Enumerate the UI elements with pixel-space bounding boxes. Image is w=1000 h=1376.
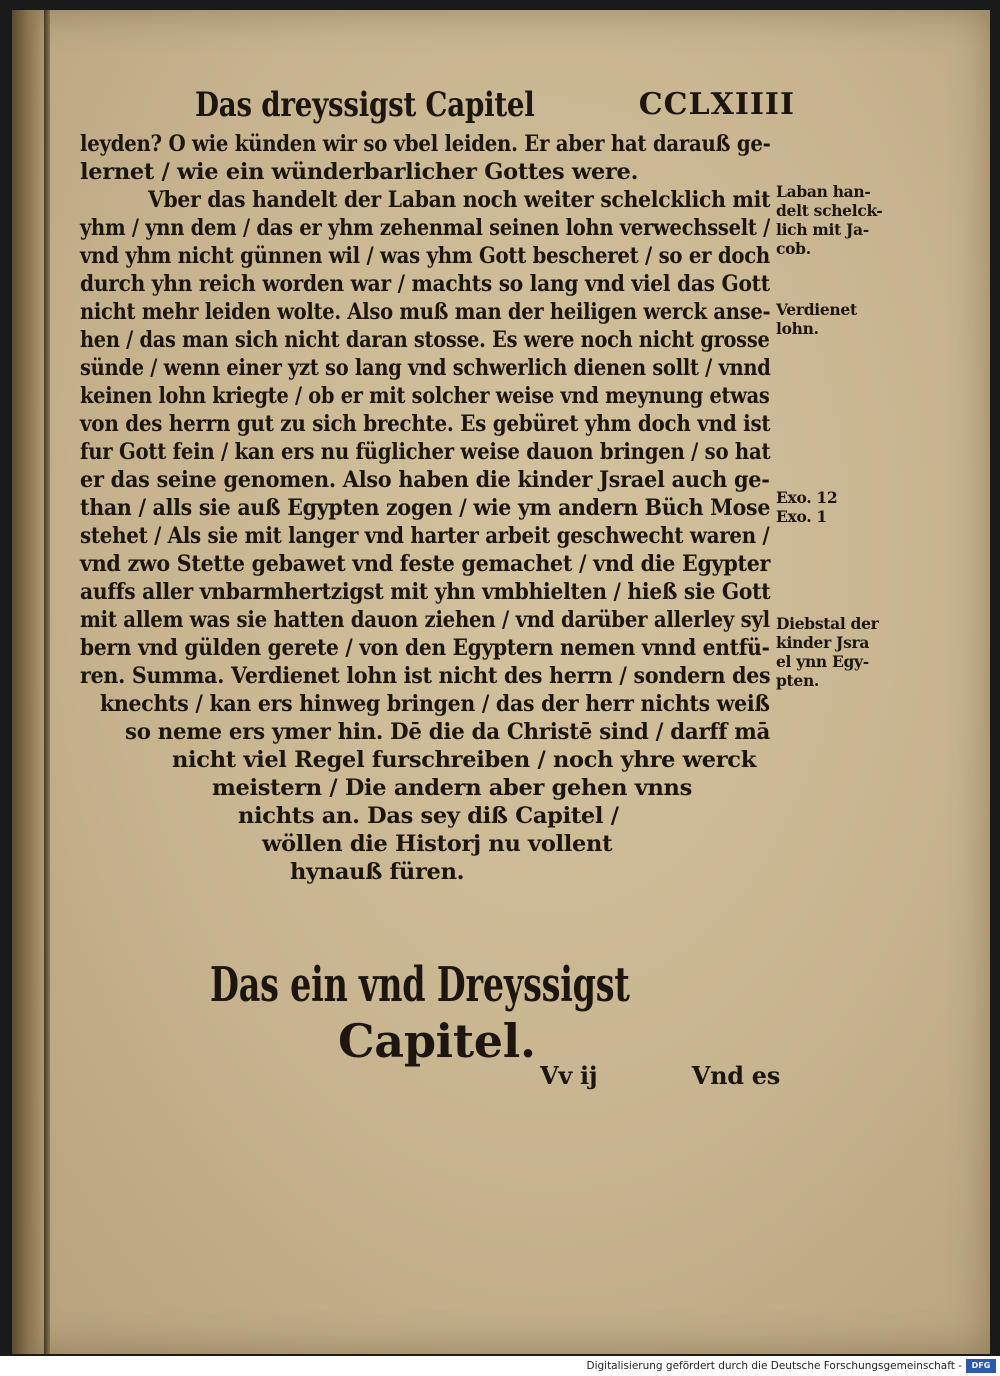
margin-note-line: Diebstal der: [776, 614, 879, 633]
text-line: wöllen die Historj nu vollent: [262, 831, 613, 857]
text-line: nicht viel Regel furschreiben / noch yhre werck: [172, 747, 756, 773]
dfg-logo: DFG: [966, 1359, 996, 1373]
margin-note-line: kinder Jsra: [776, 633, 870, 652]
chapter-heading-line: Das ein vnd Dreyssigst: [210, 957, 630, 1013]
funding-credit: Digitalisierung gefördert durch die Deutsche Forschungsgemeinschaft -: [586, 1360, 962, 1372]
text-line: stehet / Als sie mit langer vnd harter arbeit geschwecht waren /: [80, 523, 770, 549]
text-line: durch yhn reich worden war / machts so lang vnd viel das Gott: [80, 271, 770, 297]
text-line: meistern / Die andern aber gehen vnns: [212, 775, 692, 801]
text-line: ren. Summa. Verdienet lohn ist nicht des herrn / sondern des: [80, 663, 771, 689]
margin-note-line: cob.: [776, 239, 811, 258]
text-line: sünde / wenn einer yzt so lang vnd schwerlich dienen sollt / vnnd: [80, 355, 771, 381]
margin-note-exodus: [776, 488, 837, 526]
margin-note-diebstal: [776, 614, 879, 690]
text-line: than / alls sie auß Egypten zogen / wie ym andern Büch Mose: [80, 495, 771, 521]
text-line: leyden? O wie künden wir so vbel leiden. Er aber hat darauß ge-: [80, 131, 771, 157]
signature-line: [540, 1058, 780, 1094]
text-line: keinen lohn kriegte / ob er mit solcher weise vnd meynung etwas: [80, 383, 770, 409]
margin-note-line: delt schelck-: [776, 201, 883, 220]
margin-note-laban: [776, 182, 882, 258]
running-title: Das dreyssigst Capitel: [195, 85, 535, 125]
text-line: auffs aller vnbarmhertzigst mit yhn vmbhielten / hieß sie Gott: [80, 579, 771, 605]
margin-note-line: lich mit Ja-: [776, 220, 869, 239]
text-line: nichts an. Das sey diß Capitel /: [238, 803, 619, 829]
text-line: er das seine genomen. Also haben die kinder Jsrael auch ge-: [80, 467, 770, 493]
text-line: mit allem was sie hatten dauon ziehen / vnd darüber allerley syl: [80, 607, 770, 633]
catchword: Vnd es: [691, 1061, 780, 1090]
folio-number: CCLXIIII: [638, 87, 795, 122]
text-line: bern vnd gülden gerete / von den Egyptern nemen vnnd entfü-: [80, 635, 770, 661]
text-line: hynauß füren.: [290, 859, 465, 885]
margin-note-line: Verdienet: [776, 300, 857, 319]
footer-bar: [0, 1356, 1000, 1376]
margin-note-line: el ynn Egy-: [776, 652, 869, 671]
margin-note-line: Exo. 12: [776, 488, 838, 507]
text-line: vnd yhm nicht günnen wil / was yhm Gott bescheret / so er doch: [80, 243, 770, 269]
margin-note-line: Laban han-: [776, 182, 871, 201]
signature-mark: Vv ij: [540, 1061, 598, 1090]
text-line: nicht mehr leiden wolte. Also muß man der heiligen werck anse-: [80, 299, 771, 325]
text-line: so neme ers ymer hin. Dē die da Christē sind / darff mā: [125, 719, 771, 745]
text-line: Vber das handelt der Laban noch weiter schelcklich mit: [148, 187, 771, 213]
text-line: yhm / ynn dem / das er yhm zehenmal seinen lohn verwechsselt /: [80, 215, 771, 241]
margin-note-line: Exo. 1: [776, 507, 827, 526]
spine-edge: [44, 10, 50, 1354]
text-line: hen / das man sich nicht daran stosse. Es were noch nicht grosse: [80, 327, 770, 353]
text-line: fur Gott fein / kan ers nu füglicher weise dauon bringen / so hat: [80, 439, 771, 465]
text-line: knechts / kan ers hinweg bringen / das der herr nichts weiß: [100, 691, 770, 717]
text-line: lernet / wie ein wünderbarlicher Gottes were.: [80, 159, 639, 185]
margin-note-verdienet: [776, 300, 857, 338]
margin-note-line: lohn.: [776, 319, 819, 338]
text-line: von des herrn gut zu sich brechte. Es gebüret yhm doch vnd ist: [80, 411, 771, 437]
margin-note-line: pten.: [776, 671, 820, 690]
text-line: vnd zwo Stette gebawet vnd feste gemachet / vnd die Egypter: [80, 551, 771, 577]
running-header: [195, 82, 795, 128]
chapter-heading-line: Capitel.: [338, 1014, 536, 1068]
